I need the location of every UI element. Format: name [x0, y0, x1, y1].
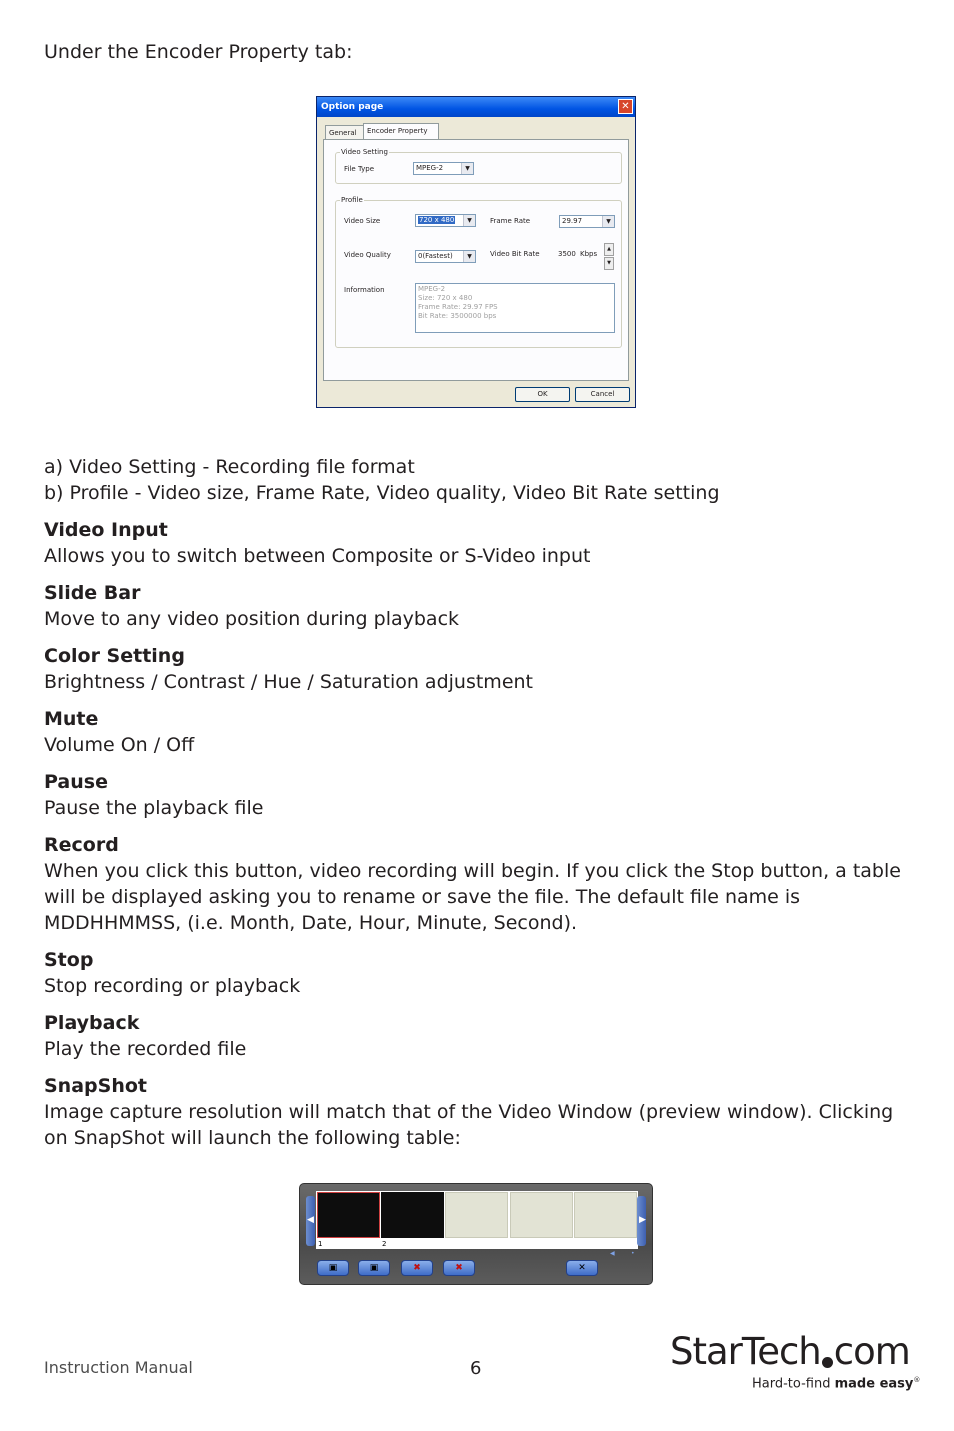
section-text: When you click this button, video recording will begin. If you click the Stop button, a table will be displayed asking you to rename or save the file. The default file name is MDDHHMMSS, (i.e. Month, Date, Hour, Minute, Second).: [44, 860, 901, 934]
section-title: Pause: [44, 771, 108, 793]
ok-button[interactable]: OK: [515, 387, 570, 402]
section-text: Image capture resolution will match that of the Video Window (preview window). Clicking on SnapShot will launch the following table:: [44, 1101, 894, 1149]
section-title: Playback: [44, 1012, 140, 1034]
chevron-up-icon[interactable]: ▲: [604, 243, 614, 256]
info-line: Bit Rate: 3500000 bps: [418, 312, 497, 320]
intro-text: Under the Encoder Property tab:: [44, 41, 353, 63]
section-pause: [44, 769, 904, 821]
file-type-label: File Type: [344, 165, 375, 173]
chevron-down-icon[interactable]: ▼: [604, 257, 614, 270]
snapshot-thumbnail[interactable]: [381, 1192, 444, 1238]
cancel-button[interactable]: Cancel: [575, 387, 630, 402]
profile-legend: Profile: [341, 196, 363, 204]
chevron-down-icon: ▼: [602, 216, 614, 227]
section-playback: [44, 1010, 904, 1062]
option-page-dialog: [316, 96, 636, 408]
section-text: Brightness / Contrast / Hue / Saturation adjustment: [44, 671, 533, 693]
close-button[interactable]: [566, 1260, 598, 1276]
video-size-select[interactable]: 720 x 480 ▼: [415, 214, 476, 227]
section-text: Move to any video position during playback: [44, 608, 460, 630]
section-title: Slide Bar: [44, 582, 141, 604]
video-size-label: Video Size: [344, 217, 381, 225]
section-title: Record: [44, 834, 119, 856]
scroll-left-button[interactable]: [306, 1196, 315, 1246]
body-text: [44, 454, 904, 1162]
chevron-left-icon: ◀: [307, 1215, 314, 1225]
chevron-right-icon: ▶: [639, 1215, 646, 1225]
section-title: Stop: [44, 949, 94, 971]
section-slide-bar: [44, 580, 904, 632]
footer-label: Instruction Manual: [44, 1358, 193, 1377]
save-icon: ▣: [328, 1263, 338, 1273]
scroll-right-button[interactable]: [637, 1196, 646, 1246]
list-item-a: a) Video Setting - Recording file format: [44, 456, 415, 478]
tab-encoder-property[interactable]: Encoder Property: [363, 123, 439, 140]
startech-logo: [670, 1330, 921, 1394]
logo-tagline: Hard-to-find made easy®: [752, 1376, 921, 1392]
delete-all-button[interactable]: [443, 1260, 475, 1276]
section-stop: [44, 947, 904, 999]
section-color-setting: [44, 643, 904, 695]
encoder-property-panel: [323, 139, 629, 381]
snapshot-strip: [316, 1191, 638, 1249]
video-setting-legend: Video Setting: [341, 148, 388, 156]
empty-thumbnail: [510, 1192, 573, 1238]
information-label: Information: [344, 286, 385, 294]
section-text: Volume On / Off: [44, 734, 195, 756]
section-title: Mute: [44, 708, 99, 730]
save-all-icon: ▣: [369, 1263, 379, 1273]
logo-dot-icon: [822, 1357, 833, 1368]
information-textbox: [415, 283, 615, 333]
save-button[interactable]: [317, 1260, 349, 1276]
tab-general[interactable]: General: [325, 125, 366, 140]
list-item-b: b) Profile - Video size, Frame Rate, Video quality, Video Bit Rate setting: [44, 482, 720, 504]
section-text: Pause the playback file: [44, 797, 264, 819]
page-number: 6: [470, 1358, 482, 1379]
info-line: Frame Rate: 29.97 FPS: [418, 303, 498, 311]
thumbnail-label: 2: [382, 1240, 387, 1248]
snapshot-window: [299, 1183, 653, 1285]
section-video-input: [44, 517, 904, 569]
close-icon[interactable]: ✕: [618, 99, 633, 114]
video-setting-group: [335, 148, 622, 184]
dot-icon: •: [631, 1250, 635, 1257]
section-text: Allows you to switch between Composite or S-Video input: [44, 545, 591, 567]
video-quality-select[interactable]: 0(Fastest) ▼: [415, 250, 476, 263]
chevron-down-icon: ▼: [461, 163, 473, 174]
save-all-button[interactable]: [358, 1260, 390, 1276]
section-title: Video Input: [44, 519, 168, 541]
section-text: Stop recording or playback: [44, 975, 301, 997]
empty-thumbnail: [574, 1192, 637, 1238]
dialog-title: Option page: [321, 102, 384, 112]
section-mute: [44, 706, 904, 758]
section-snapshot: [44, 1073, 904, 1151]
video-quality-label: Video Quality: [344, 251, 391, 259]
section-title: SnapShot: [44, 1075, 147, 1097]
chevron-down-icon: ▼: [463, 251, 475, 262]
empty-thumbnail: [445, 1192, 508, 1238]
frame-rate-label: Frame Rate: [490, 217, 531, 225]
profile-group: [335, 196, 622, 348]
info-line: Size: 720 x 480: [418, 294, 473, 302]
chevron-down-icon: ▼: [463, 215, 475, 226]
snapshot-thumbnail[interactable]: [317, 1192, 380, 1238]
section-record: [44, 832, 904, 936]
file-type-select[interactable]: MPEG-2 ▼: [413, 162, 474, 175]
video-bit-rate-label: Video Bit Rate: [490, 250, 540, 258]
info-line: MPEG-2: [418, 285, 446, 293]
delete-icon: ✖: [413, 1263, 421, 1273]
dialog-titlebar: [317, 97, 635, 117]
frame-rate-select[interactable]: 29.97 ▼: [559, 215, 615, 228]
video-bit-rate-value[interactable]: 3500: [558, 250, 576, 258]
delete-all-icon: ✖: [455, 1263, 463, 1273]
speaker-icon: ◀: [610, 1250, 615, 1257]
close-icon: ✕: [578, 1263, 586, 1273]
section-title: Color Setting: [44, 645, 185, 667]
bit-rate-spinner[interactable]: [604, 243, 614, 267]
delete-button[interactable]: [401, 1260, 433, 1276]
section-text: Play the recorded file: [44, 1038, 247, 1060]
thumbnail-label: 1: [318, 1240, 323, 1248]
logo-wordmark: StarTech com: [670, 1330, 910, 1373]
video-bit-rate-unit: Kbps: [580, 250, 598, 258]
